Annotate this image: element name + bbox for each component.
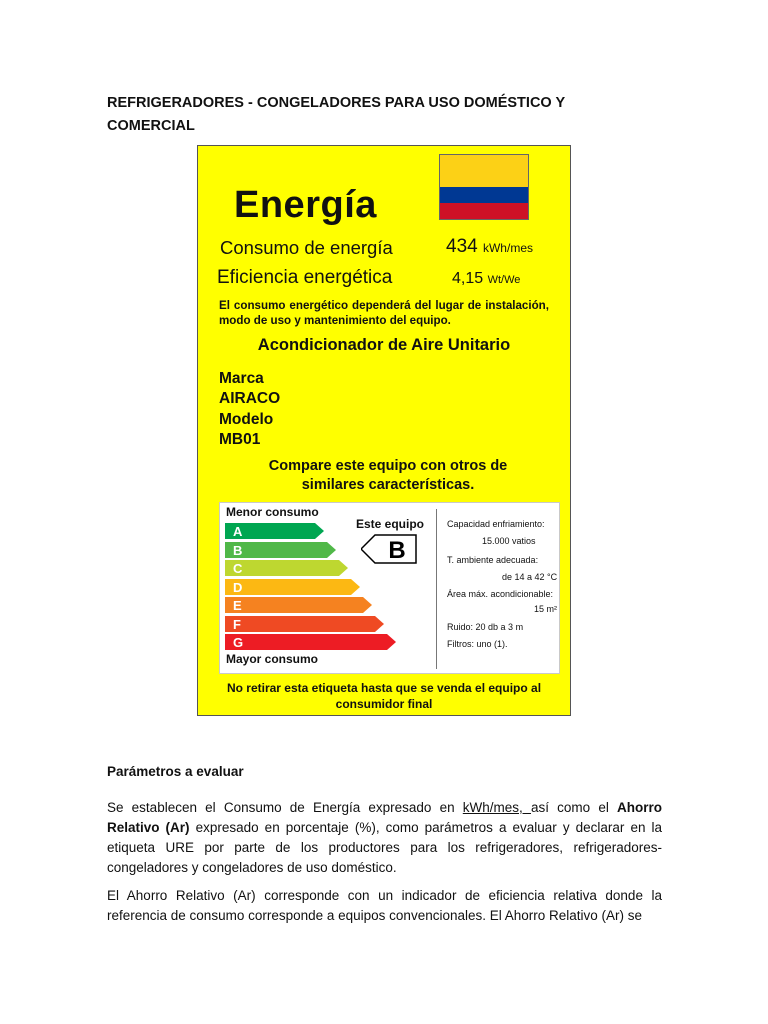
marca-label: Marca [219, 370, 264, 387]
efficiency-bar-b [225, 542, 337, 558]
filtros-row [447, 639, 508, 649]
flag-blue-stripe [440, 187, 528, 203]
efficiency-scale [219, 502, 560, 674]
consumption-note: El consumo energético dependerá del lugar de instalación, modo de uso y mantenimiento del equipo. [219, 299, 549, 327]
efficiency-bar-e [225, 597, 373, 613]
p1-bold-term: Ahorro Relativo (Ar) [107, 800, 662, 835]
eficiencia-unit: Wt/We [487, 274, 521, 286]
area-value: 15 m² [534, 604, 558, 614]
label-footer [198, 680, 570, 712]
efficiency-letter-f: F [233, 616, 241, 632]
eficiencia-label: Eficiencia energética [217, 267, 393, 288]
efficiency-letter-b: B [233, 542, 243, 558]
efficiency-bar-g [225, 634, 397, 650]
efficiency-letter-e: E [233, 598, 242, 613]
ruido-label: Ruido: [447, 622, 474, 632]
colombia-flag [439, 154, 529, 220]
efficiency-letter-c: C [233, 561, 243, 576]
section-heading: Parámetros a evaluar [107, 764, 244, 779]
rating-marker [361, 534, 417, 564]
area-label: Área máx. acondicionable: [447, 589, 554, 599]
paragraph-2: El Ahorro Relativo (Ar) corresponde con un indicador de eficiencia relativa donde la referencia de consumo corresponde a equipos convencionales. El Ahorro Relativo (Ar) se [107, 888, 662, 923]
capacidad-label: Capacidad enfriamiento: [447, 519, 545, 529]
flag-yellow-stripe [440, 155, 528, 187]
consumo-value: 434 [446, 236, 478, 257]
flag-red-stripe [440, 203, 528, 219]
p1-underlined: kWh/mes, [462, 800, 531, 815]
modelo-label: Modelo [219, 411, 274, 428]
mayor-consumo-label: Mayor consumo [226, 652, 319, 666]
heading-line-2: COMERCIAL [107, 118, 195, 134]
ruido-value: 20 db a 3 m [475, 622, 524, 632]
efficiency-letter-a: A [233, 524, 243, 539]
eficiencia-value: 4,15 [452, 270, 484, 287]
temp-label: T. ambiente adecuada: [447, 555, 539, 565]
compare-line-1: Compare este equipo con otros de [268, 458, 508, 474]
document-heading [107, 92, 627, 138]
efficiency-bar-f [225, 616, 385, 632]
consumo-unit: kWh/mes [482, 241, 533, 255]
efficiency-bar-c [225, 560, 349, 576]
rating-letter: B [388, 537, 406, 564]
consumo-value-group [446, 236, 533, 258]
menor-consumo-label: Menor consumo [226, 505, 319, 519]
p1-text-c: expresado en porcentaje (%), como parámetros a evaluar y declarar en la etiqueta URE por parte de los productores para los refrigeradores, refrigeradores-congeladores y congeladores de uso doméstico. [107, 820, 663, 875]
efficiency-letter-g: G [233, 635, 244, 650]
marca-value: AIRACO [219, 390, 281, 407]
energy-label [197, 145, 571, 716]
p1-text-a: Se establecen el Consumo de Energía expresado en [107, 800, 463, 815]
consumo-label: Consumo de energía [220, 237, 393, 258]
ruido-row [447, 622, 523, 632]
filtros-label: Filtros: [447, 639, 474, 649]
filtros-value: uno (1). [476, 639, 508, 649]
paragraph-1 [107, 798, 662, 878]
footer-line-2: consumidor final [335, 697, 433, 711]
efficiency-bar-d [225, 579, 361, 595]
footer-line-1: No retirar esta etiqueta hasta que se venda el equipo al [226, 681, 542, 695]
efficiency-letter-d: D [233, 579, 243, 595]
p1-text-b: así como el [530, 800, 617, 815]
heading-line-1: REFRIGERADORES - CONGELADORES PARA USO DOMÉSTICO Y [107, 95, 566, 111]
modelo-value: MB01 [219, 431, 261, 448]
eficiencia-value-group [452, 270, 520, 288]
product-type: Acondicionador de Aire Unitario [257, 336, 511, 354]
compare-text [228, 457, 548, 495]
capacidad-value: 15.000 vatios [482, 536, 536, 546]
label-title: Energía [234, 184, 377, 226]
este-equipo-label: Este equipo [356, 517, 425, 531]
compare-line-2: similares características. [301, 477, 475, 493]
temp-value: de 14 a 42 °C [502, 572, 558, 582]
chart-divider [436, 509, 437, 669]
efficiency-bar-a [225, 523, 325, 539]
